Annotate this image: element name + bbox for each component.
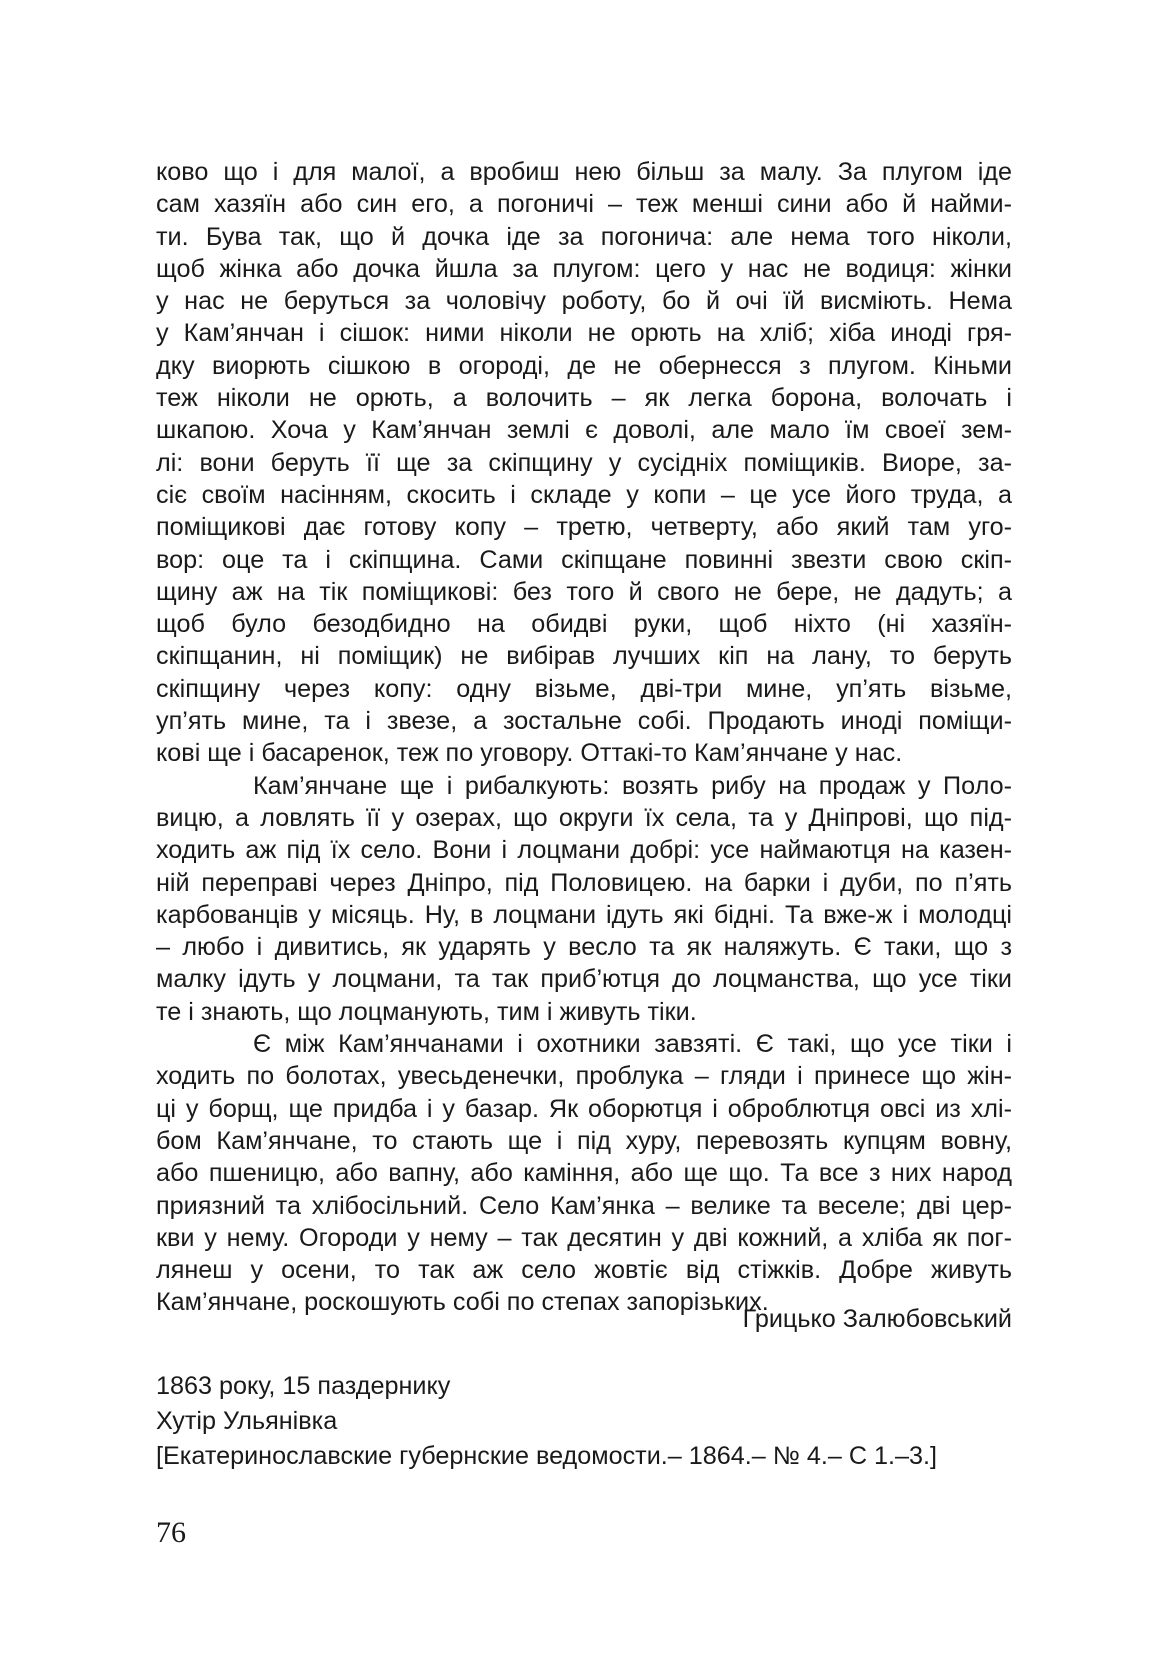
text-line: дку виорють сішкою в огороді, де не обернесся з плугом. Кіньми xyxy=(156,351,1012,380)
author-signature: Грицько Залюбовський xyxy=(742,1305,1012,1333)
text-line: шкапою. Хоча у Кам’янчан землі є доволі, але мало їм своеї зем- xyxy=(156,416,1012,445)
text-line: кові ще і басаренок, теж по уговору. Оттакі-то Кам’янчане у нас. xyxy=(156,739,903,768)
text-line: ходить по болотах, увесьденечки, проблука – гляди і принесе що жін- xyxy=(156,1062,1012,1091)
text-line: у Кам’янчан і сішок: ними ніколи не орють на хліб; хіба иноді гря- xyxy=(156,319,1012,348)
text-line: теж ніколи не орють, а волочить – як легка борона, волочать і xyxy=(156,384,1012,413)
document-metadata xyxy=(156,1369,937,1474)
text-line: кви у нему. Огороди у нему – так десятин у дві кожний, а хліба як пог- xyxy=(156,1223,1012,1252)
text-line: скіпщанин, ні поміщик) не вибірав лучших кіп на лану, то беруть xyxy=(156,642,1012,671)
text-line: ково що і для малої, а вробиш нею більш за малу. За плугом іде xyxy=(156,158,1012,186)
date-line: 1863 року, 15 паздернику xyxy=(156,1372,451,1400)
paragraph-start-line: Кам’янчане ще і рибалкують: возять рибу на продаж у Поло- xyxy=(253,771,1012,800)
text-line: те і знають, що лоцманують, тим і живуть тіки. xyxy=(156,997,697,1026)
text-line: лі: вони беруть її ще за скіпщину у сусідніх поміщиків. Виоре, за- xyxy=(156,448,1012,477)
text-line: або пшеницю, або вапну, або каміння, або ще що. Та все з них народ xyxy=(156,1159,1012,1188)
text-line: ходить аж під їх село. Вони і лоцмани добрі: усе наймаютця на казен- xyxy=(156,836,1012,865)
text-line: Кам’янчане, роскошують собі по степах запорізьких. xyxy=(156,1288,769,1317)
text-line: – любо і дивитись, як ударять у весло та як наляжуть. Є таки, що з xyxy=(156,933,1012,962)
text-line: ці у борщ, ще придба і у базар. Як оборютця і оброблютця овсі из хлі- xyxy=(156,1094,1012,1123)
text-line: ти. Бува так, що й дочка іде за погонича: але нема того ніколи, xyxy=(156,222,1012,251)
text-line: бом Кам’янчане, то стають ще і під хуру, перевозять купцям вовну, xyxy=(156,1126,1012,1155)
text-line: малку ідуть у лоцмани, та так приб’ютця до лоцманства, що усе тіки xyxy=(156,965,1012,994)
text-line: щину аж на тік поміщикові: без того й свого не бере, не дадуть; а xyxy=(156,577,1012,606)
paragraph-start-line: Є між Кам’янчанами і охотники завзяті. Є такі, що усе тіки і xyxy=(253,1030,1012,1059)
text-line: сам хазяїн або син его, а погоничі – теж менші сини або й найми- xyxy=(156,190,1012,219)
place-line: Хутір Ульянівка xyxy=(156,1407,338,1435)
text-line: щоб жінка або дочка йшла за плугом: цего у нас не водиця: жінки xyxy=(156,254,1012,283)
text-line: у нас не беруться за чоловічу роботу, бо й очі їй висміють. Нема xyxy=(156,287,1012,316)
text-line: ній переправі через Дніпро, під Половицею. на барки і дуби, по п’ять xyxy=(156,868,1012,897)
source-citation: [Екатеринославские губернские ведомости.– 1864.– № 4.– С 1.–3.] xyxy=(156,1442,938,1470)
text-line: щоб було безодбидно на обидві руки, щоб ніхто (ні хазяїн- xyxy=(156,610,1012,639)
text-line: карбованців у місяць. Ну, в лоцмани ідуть які бідні. Та вже-ж і молодці xyxy=(156,900,1012,929)
text-line: вор: оце та і скіпщина. Сами скіпщане повинні звезти свою скіп- xyxy=(156,545,1012,574)
text-line: приязний та хлібосільний. Село Кам’янка – велике та веселе; дві цер- xyxy=(156,1191,1012,1220)
text-line: сіє своїм насінням, скосить і складе у копи – це усе його труда, а xyxy=(156,480,1012,509)
text-line: вицю, а ловлять її у озерах, що округи їх села, та у Дніпрові, що під- xyxy=(156,803,1012,832)
body-text xyxy=(156,156,1012,1319)
page-number: 76 xyxy=(156,1516,186,1549)
text-line: скіпщину через копу: одну візьме, дві-три мине, уп’ять візьме, xyxy=(156,674,1012,703)
text-line: уп’ять мине, та і звезе, а зостальне собі. Продають иноді поміщи- xyxy=(156,707,1012,736)
text-line: лянеш у осени, то так аж село жовтіє від стіжків. Добре живуть xyxy=(156,1256,1012,1285)
text-line: поміщикові дає готову копу – третю, четверту, або який там уго- xyxy=(156,513,1012,542)
